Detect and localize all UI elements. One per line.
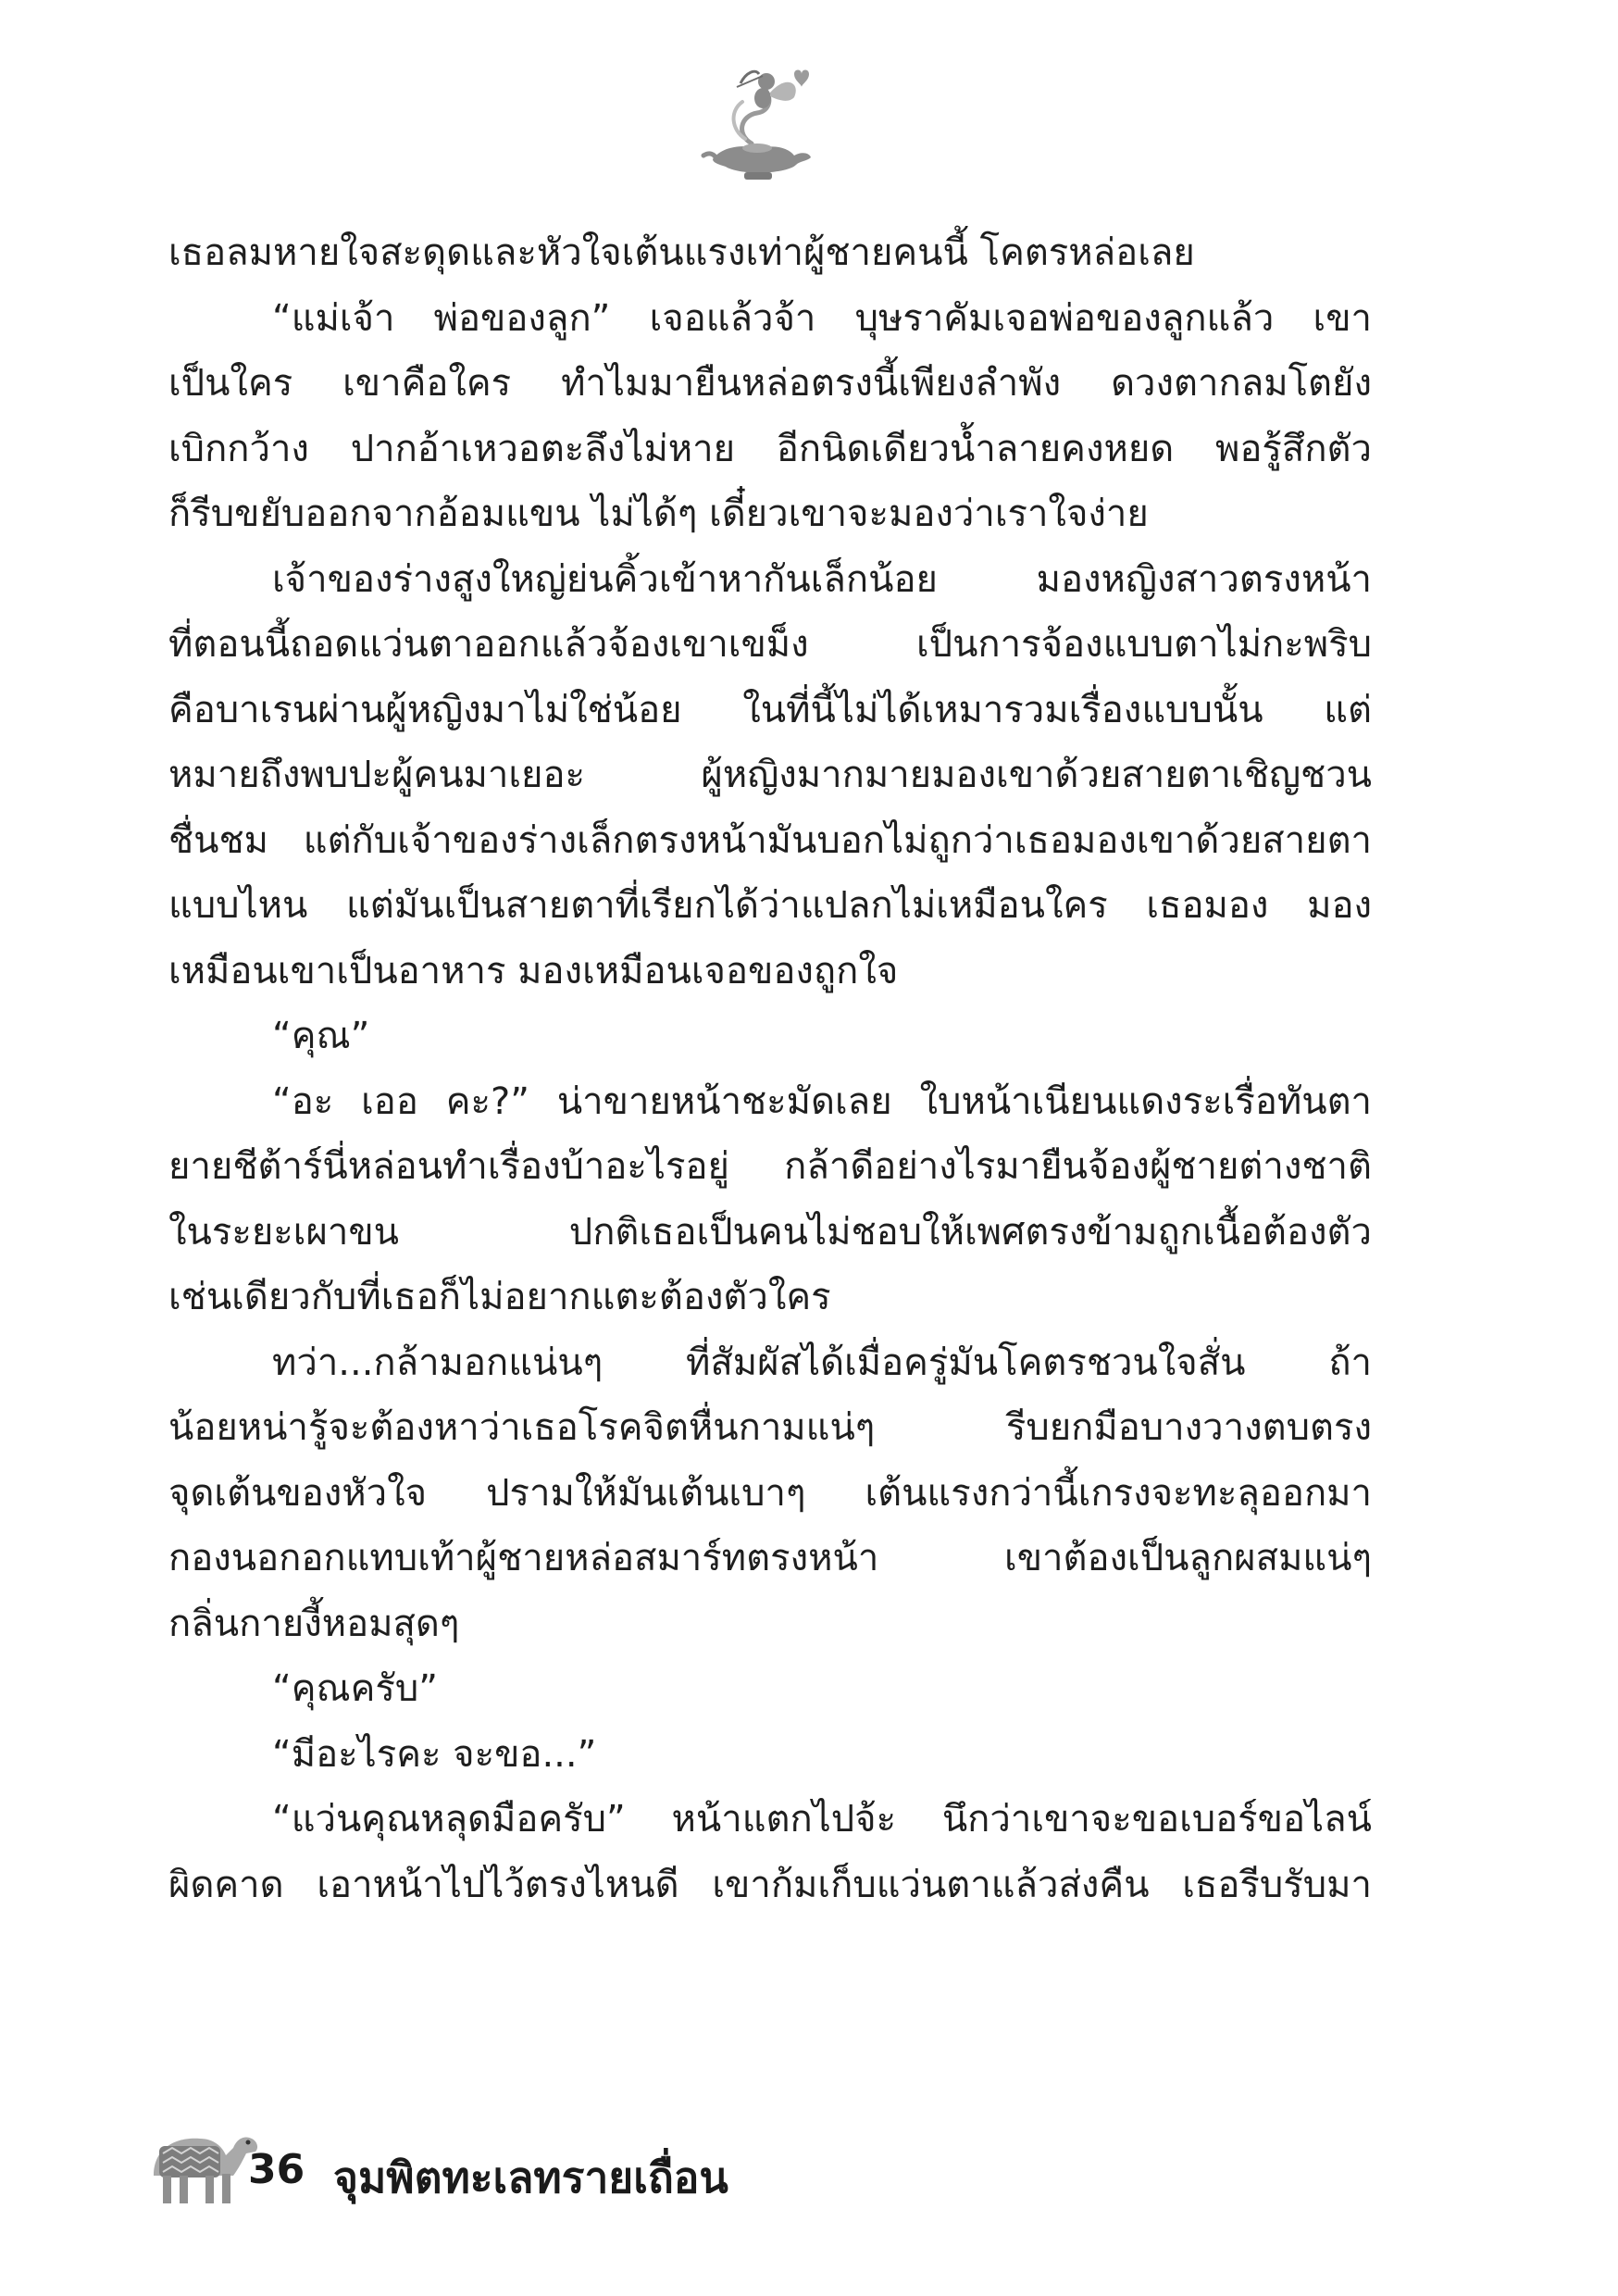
- text-line: ทว่า...กล้ามอกแน่นๆ ที่สัมผัสได้เมื่อครู่มันโคตรชวนใจสั่น ถ้า: [272, 1341, 1372, 1384]
- text-line: ที่ตอนนี้ถอดแว่นตาออกแล้วจ้องเขาเขม็ง เป็นการจ้องแบบตาไม่กะพริบ: [168, 623, 1372, 666]
- text-line: คือบาเรนผ่านผู้หญิงมาไม่ใช่น้อย ในที่นี้ไม่ได้เหมารวมเรื่องแบบนั้น แต่: [168, 688, 1372, 731]
- text-line: ผิดคาด เอาหน้าไปไว้ตรงไหนดี เขาก้มเก็บแว่นตาแล้วส่งคืน เธอรีบรับมา: [168, 1863, 1372, 1906]
- body-text: [168, 220, 1372, 1917]
- text-line: เบิกกว้าง ปากอ้าเหวอตะลึงไม่หาย อีกนิดเดียวน้ำลายคงหยด พอรู้สึกตัว: [168, 427, 1372, 470]
- text-line: ในระยะเผาขน ปกติเธอเป็นคนไม่ชอบให้เพศตรงข้ามถูกเนื้อต้องตัว: [168, 1210, 1372, 1254]
- text-line: “แม่เจ้า พ่อของลูก” เจอแล้วจ้า บุษราคัมเจอพ่อของลูกแล้ว เขา: [272, 296, 1372, 340]
- page-footer: [148, 2111, 981, 2222]
- text-line: “คุณ”: [272, 1015, 370, 1057]
- page-number: 36: [248, 2146, 305, 2193]
- text-line: จุดเต้นของหัวใจ ปรามให้มันเต้นเบาๆ เต้นแรงกว่านี้เกรงจะทะลุออกมา: [168, 1471, 1372, 1515]
- text-line: กองนอกอกแทบเท้าผู้ชายหล่อสมาร์ทตรงหน้า เขาต้องเป็นลูกผสมแน่ๆ: [168, 1537, 1372, 1579]
- text-line: เจ้าของร่างสูงใหญ่ย่นคิ้วเข้าหากันเล็กน้อย มองหญิงสาวตรงหน้า: [272, 557, 1372, 601]
- text-line: แบบไหน แต่มันเป็นสายตาที่เรียกได้ว่าแปลกไม่เหมือนใคร เธอมอง มอง: [168, 884, 1372, 927]
- book-title: จุมพิตทะเลทรายเถื่อน: [333, 2152, 728, 2202]
- text-line: “แว่นคุณหลุดมือครับ” หน้าแตกไปจ้ะ นึกว่าเขาจะขอเบอร์ขอไลน์: [272, 1798, 1372, 1841]
- text-line: “มีอะไรคะ จะขอ...”: [272, 1732, 597, 1776]
- text-line: เป็นใคร เขาคือใคร ทำไมมายืนหล่อตรงนี้เพียงลำพัง ดวงตากลมโตยัง: [168, 362, 1372, 405]
- text-line: “อะ เออ คะ?” น่าขายหน้าชะมัดเลย ใบหน้าเนียนแดงระเรื่อทันตา: [272, 1079, 1372, 1123]
- text-line: เช่นเดียวกับที่เธอก็ไม่อยากแตะต้องตัวใคร: [168, 1276, 831, 1318]
- text-line: เหมือนเขาเป็นอาหาร มองเหมือนเจอของถูกใจ: [168, 949, 899, 992]
- cupid-magic-lamp-icon: [685, 56, 824, 194]
- text-line: หมายถึงพบปะผู้คนมาเยอะ ผู้หญิงมากมายมองเขาด้วยสายตาเชิญชวน: [168, 754, 1372, 796]
- text-line: “คุณครับ”: [272, 1667, 438, 1710]
- text-line: เธอลมหายใจสะดุดและหัวใจเต้นแรงเท่าผู้ชายคนนี้ โคตรหล่อเลย: [168, 231, 1195, 274]
- text-line: ก็รีบขยับออกจากอ้อมแขน ไม่ได้ๆ เดี๋ยวเขาจะมองว่าเราใจง่าย: [168, 493, 1149, 535]
- text-line: กลิ่นกายงี้หอมสุดๆ: [168, 1602, 460, 1645]
- text-line: น้อยหน่ารู้จะต้องหาว่าเธอโรคจิตหื่นกามแน่ๆ รีบยกมือบางวางตบตรง: [168, 1406, 1372, 1449]
- text-line: ยายชีต้าร์นี่หล่อนทำเรื่องบ้าอะไรอยู่ กล้าดีอย่างไรมายืนจ้องผู้ชายต่างชาติ: [168, 1145, 1372, 1188]
- text-line: ชื่นชม แต่กับเจ้าของร่างเล็กตรงหน้ามันบอกไม่ถูกว่าเธอมองเขาด้วยสายตา: [168, 818, 1372, 862]
